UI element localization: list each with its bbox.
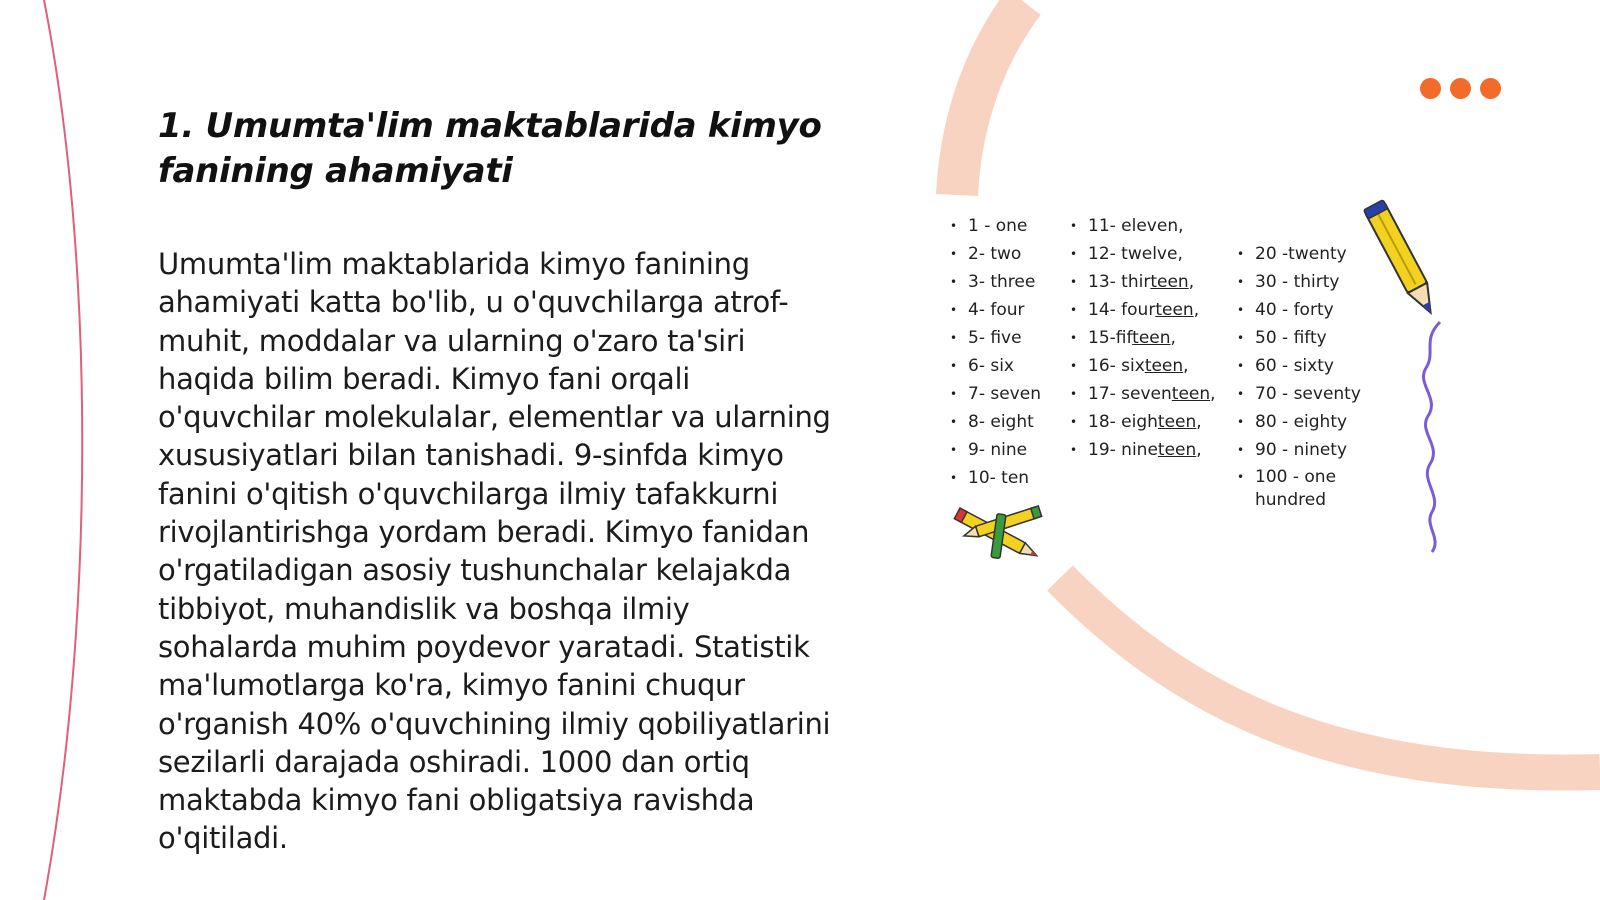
numbers-illustration: [950, 212, 1410, 542]
number-item: • 100 - one hundred: [1237, 464, 1365, 512]
number-item: • 20 -twenty: [1237, 240, 1365, 268]
number-item: • 2- two: [950, 240, 1041, 268]
number-item: • 60 - sixty: [1237, 352, 1365, 380]
peach-arc-top: [957, 2, 1024, 195]
number-item: • 4- four: [950, 296, 1041, 324]
teen-suffix: teen: [1132, 328, 1171, 348]
number-item: • 9- nine: [950, 436, 1041, 464]
number-text: 11- eleven,: [1088, 216, 1184, 236]
number-text: 17- seven: [1088, 384, 1172, 404]
number-item: • 8- eight: [950, 408, 1041, 436]
pencil-icon: [1362, 196, 1442, 326]
margin-line: [44, 0, 82, 900]
number-item: [1070, 268, 1216, 296]
numbers-column-tens: [1237, 240, 1365, 512]
teen-suffix: teen: [1144, 356, 1184, 376]
number-text: 19- nine: [1088, 440, 1158, 460]
teen-suffix: teen: [1157, 440, 1197, 460]
peach-arc-bottom: [1060, 578, 1600, 773]
number-item: [1070, 436, 1216, 464]
number-item: • 3- three: [950, 268, 1041, 296]
number-item: [1070, 324, 1216, 352]
number-comma: ,: [1170, 328, 1176, 348]
dot-2: [1450, 78, 1471, 99]
number-item: • 80 - eighty: [1237, 408, 1365, 436]
number-comma: ,: [1210, 384, 1216, 404]
number-comma: ,: [1188, 272, 1195, 292]
numbers-column-ones: [950, 212, 1041, 492]
number-comma: ,: [1196, 440, 1202, 460]
number-comma: ,: [1196, 412, 1202, 432]
number-item: • 6- six: [950, 352, 1041, 380]
number-text: 18- eigh: [1088, 412, 1158, 432]
number-item: • 70 - seventy: [1237, 380, 1365, 408]
number-item: • 50 - fifty: [1237, 324, 1365, 352]
number-item: • 30 - thirty: [1237, 268, 1365, 296]
number-item: [1070, 212, 1216, 240]
slide-body-text: Umumta'lim maktablarida kimyo fanining ahamiyati katta bo'lib, u o'quvchilarga atrof-muhit, moddalar va ularning o'zaro ta'siri haqida bilim beradi. Kimyo fani orqali o'quvchilar molekulalar, elementlar va ularning xususiyatlari bilan tanishadi. 9-sinfda kimyo fanini o'qitish o'quvchilarga ilmiy tafakkurni rivojlantirishga yordam beradi. Kimyo fanidan o'rgatiladigan asosiy tushunchalar kelajakda tibbiyot, muhandislik va boshqa ilmiy sohalarda muhim poydevor yaratadi. Statistik ma'lumotlarga ko'ra, kimyo fanini chuqur o'rganish 40% o'quvchining ilmiy qobiliyatlarini sezilarli darajada oshiradi. 1000 dan ortiq maktabda kimyo fani obligatsiya ravishda o'qitiladi.: [158, 247, 831, 856]
number-text: 16- six: [1088, 356, 1145, 376]
number-item: • 10- ten: [950, 464, 1041, 492]
number-text: 12- twelve,: [1088, 244, 1183, 264]
number-text: 13- thir: [1088, 272, 1151, 292]
crossed-pencils-icon: [948, 500, 1058, 570]
number-item: [1070, 296, 1216, 324]
dot-1: [1420, 78, 1441, 99]
number-item: [1070, 380, 1216, 408]
number-comma: ,: [1193, 300, 1200, 320]
teen-suffix: teen: [1155, 300, 1194, 320]
purple-squiggle: [1423, 322, 1440, 552]
number-item: • 90 - ninety: [1237, 436, 1365, 464]
teen-suffix: teen: [1150, 272, 1189, 292]
numbers-column-teens: [1070, 212, 1216, 464]
number-comma: ,: [1183, 356, 1189, 376]
dot-3: [1480, 78, 1501, 99]
number-text: 15-fif: [1088, 328, 1133, 348]
number-item: • 5- five: [950, 324, 1041, 352]
number-item: • 40 - forty: [1237, 296, 1365, 324]
number-item: [1070, 240, 1216, 268]
number-text: 14- four: [1088, 300, 1156, 320]
number-item: • 7- seven: [950, 380, 1041, 408]
number-item: [1070, 352, 1216, 380]
teen-suffix: teen: [1157, 412, 1197, 432]
number-item: • 1 - one: [950, 212, 1041, 240]
slide-title: 1. Umumta'lim maktablarida kimyo fanining ahamiyati: [158, 106, 822, 191]
number-item: [1070, 408, 1216, 436]
teen-suffix: teen: [1171, 384, 1211, 404]
